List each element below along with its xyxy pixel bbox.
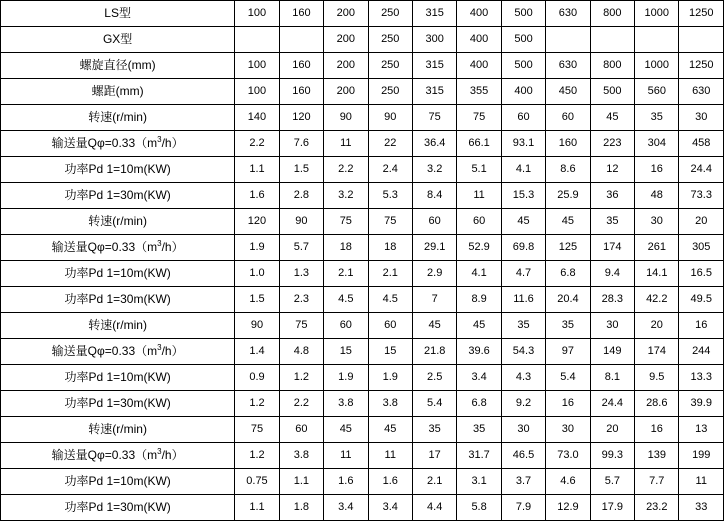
row-label: 转速(r/min) [1, 105, 235, 131]
table-cell: 39.6 [457, 339, 501, 365]
table-cell: 244 [679, 339, 724, 365]
table-cell: 90 [235, 313, 279, 339]
row-label: 功率Pd 1=10m(KW) [1, 261, 235, 287]
table-cell: 2.2 [235, 131, 279, 157]
table-cell: 2.2 [279, 391, 323, 417]
table-cell: 1.8 [279, 495, 323, 521]
table-cell: 4.4 [412, 495, 456, 521]
table-row [1, 313, 724, 339]
table-cell [590, 27, 634, 53]
table-cell: 3.2 [324, 183, 368, 209]
row-label: 功率Pd 1=30m(KW) [1, 183, 235, 209]
table-cell: 45 [324, 417, 368, 443]
table-row [1, 339, 724, 365]
row-label: 功率Pd 1=30m(KW) [1, 287, 235, 313]
table-row [1, 53, 724, 79]
table-cell: 28.6 [635, 391, 679, 417]
table-cell: 2.1 [324, 261, 368, 287]
table-cell: 35 [546, 313, 590, 339]
table-cell: 5.3 [368, 183, 412, 209]
table-cell: 20 [590, 417, 634, 443]
table-cell: 160 [546, 131, 590, 157]
table-cell: 1250 [679, 53, 724, 79]
table-row [1, 235, 724, 261]
table-cell: 90 [279, 209, 323, 235]
table-cell: 315 [412, 1, 456, 27]
table-cell: 8.4 [412, 183, 456, 209]
row-label: 转速(r/min) [1, 209, 235, 235]
table-cell: 5.7 [279, 235, 323, 261]
table-cell: 630 [546, 53, 590, 79]
table-cell: 18 [368, 235, 412, 261]
table-cell: 52.9 [457, 235, 501, 261]
table-cell: 30 [501, 417, 545, 443]
table-row [1, 1, 724, 27]
table-cell: 1.5 [279, 157, 323, 183]
table-cell: 500 [501, 27, 545, 53]
table-cell: 33 [679, 495, 724, 521]
table-cell: 11 [457, 183, 501, 209]
table-cell: 800 [590, 53, 634, 79]
table-cell: 22 [368, 131, 412, 157]
table-cell: 1.1 [279, 469, 323, 495]
table-cell: 11 [368, 443, 412, 469]
table-cell: 6.8 [546, 261, 590, 287]
table-cell: 3.4 [368, 495, 412, 521]
table-cell: 8.1 [590, 365, 634, 391]
table-cell: 1.9 [235, 235, 279, 261]
table-cell: 35 [635, 105, 679, 131]
table-cell: 48 [635, 183, 679, 209]
table-cell: 5.4 [412, 391, 456, 417]
row-label: 功率Pd 1=10m(KW) [1, 365, 235, 391]
table-cell: 97 [546, 339, 590, 365]
row-label: 功率Pd 1=30m(KW) [1, 391, 235, 417]
table-cell: 1.6 [324, 469, 368, 495]
table-cell: 31.7 [457, 443, 501, 469]
table-cell: 400 [457, 1, 501, 27]
table-cell: 100 [235, 53, 279, 79]
table-cell: 200 [324, 27, 368, 53]
table-cell: 73.0 [546, 443, 590, 469]
table-cell: 9.4 [590, 261, 634, 287]
row-label: 螺距(mm) [1, 79, 235, 105]
table-cell [235, 27, 279, 53]
table-cell: 36.4 [412, 131, 456, 157]
table-cell: 11 [324, 443, 368, 469]
table-cell: 0.9 [235, 365, 279, 391]
table-cell: 49.5 [679, 287, 724, 313]
row-label: 功率Pd 1=30m(KW) [1, 495, 235, 521]
table-cell: 60 [412, 209, 456, 235]
table-cell: 315 [412, 53, 456, 79]
row-label: 功率Pd 1=10m(KW) [1, 469, 235, 495]
table-cell: 5.7 [590, 469, 634, 495]
table-cell: 90 [324, 105, 368, 131]
table-cell: 12.9 [546, 495, 590, 521]
table-cell: 21.8 [412, 339, 456, 365]
table-cell: 560 [635, 79, 679, 105]
table-cell: 500 [590, 79, 634, 105]
table-cell: 24.4 [679, 157, 724, 183]
table-cell: 75 [368, 209, 412, 235]
row-label: 转速(r/min) [1, 417, 235, 443]
table-cell: 630 [679, 79, 724, 105]
row-label: 输送量$Q\varphi=0.33(m^3/h)$ [1, 443, 235, 469]
table-cell: 2.8 [279, 183, 323, 209]
table-cell: 630 [546, 1, 590, 27]
table-cell: 93.1 [501, 131, 545, 157]
table-cell: 4.5 [324, 287, 368, 313]
table-cell: 75 [235, 417, 279, 443]
table-cell: 16 [546, 391, 590, 417]
table-cell: 90 [368, 105, 412, 131]
table-cell: 45 [368, 417, 412, 443]
table-cell: 20.4 [546, 287, 590, 313]
table-cell: 2.4 [368, 157, 412, 183]
table-cell: 100 [235, 79, 279, 105]
table-cell: 18 [324, 235, 368, 261]
table-cell: 1.9 [324, 365, 368, 391]
table-cell: 1000 [635, 53, 679, 79]
table-cell: 174 [635, 339, 679, 365]
table-cell: 7.7 [635, 469, 679, 495]
table-cell: 69.8 [501, 235, 545, 261]
table-cell: 3.8 [324, 391, 368, 417]
table-cell: 2.3 [279, 287, 323, 313]
table-cell: 15 [324, 339, 368, 365]
table-row [1, 443, 724, 469]
table-cell: 30 [590, 313, 634, 339]
table-row [1, 183, 724, 209]
table-row [1, 417, 724, 443]
table-cell: 500 [501, 53, 545, 79]
table-cell: 160 [279, 1, 323, 27]
table-cell: 200 [324, 53, 368, 79]
table-cell: 1.0 [235, 261, 279, 287]
table-cell: 2.5 [412, 365, 456, 391]
table-row [1, 261, 724, 287]
table-cell: 1250 [679, 1, 724, 27]
table-body [1, 1, 724, 521]
table-cell: 400 [457, 27, 501, 53]
table-row [1, 131, 724, 157]
table-cell: 7.9 [501, 495, 545, 521]
table-row [1, 79, 724, 105]
table-cell: 9.5 [635, 365, 679, 391]
table-cell: 6.8 [457, 391, 501, 417]
table-cell: 11 [679, 469, 724, 495]
table-cell: 2.1 [412, 469, 456, 495]
table-cell: 16 [635, 417, 679, 443]
table-cell: 75 [457, 105, 501, 131]
table-cell: 1.1 [235, 495, 279, 521]
table-cell: 1.9 [368, 365, 412, 391]
table-cell: 1.6 [235, 183, 279, 209]
table-cell: 1.4 [235, 339, 279, 365]
table-cell: 0.75 [235, 469, 279, 495]
table-cell: 4.1 [501, 157, 545, 183]
table-cell: 60 [457, 209, 501, 235]
table-cell: 35 [501, 313, 545, 339]
table-cell: 4.1 [457, 261, 501, 287]
table-cell: 200 [324, 1, 368, 27]
table-cell: 42.2 [635, 287, 679, 313]
table-cell: 8.6 [546, 157, 590, 183]
table-cell: 4.5 [368, 287, 412, 313]
row-label: 输送量$Q\varphi=0.33(m^3/h)$ [1, 339, 235, 365]
table-cell: 7 [412, 287, 456, 313]
table-cell: 100 [235, 1, 279, 27]
table-cell: 140 [235, 105, 279, 131]
table-cell: 39.9 [679, 391, 724, 417]
table-cell: 75 [324, 209, 368, 235]
table-cell: 1.6 [368, 469, 412, 495]
table-cell: 30 [635, 209, 679, 235]
table-cell: 305 [679, 235, 724, 261]
table-cell: 14.1 [635, 261, 679, 287]
table-cell: 20 [679, 209, 724, 235]
table-row [1, 27, 724, 53]
table-cell: 60 [501, 105, 545, 131]
table-cell: 29.1 [412, 235, 456, 261]
table-cell: 16 [635, 157, 679, 183]
table-cell: 3.4 [457, 365, 501, 391]
table-cell: 45 [501, 209, 545, 235]
table-cell: 160 [279, 53, 323, 79]
table-cell: 46.5 [501, 443, 545, 469]
table-cell: 304 [635, 131, 679, 157]
table-cell: 11.6 [501, 287, 545, 313]
table-cell: 60 [324, 313, 368, 339]
table-cell: 75 [412, 105, 456, 131]
table-cell: 139 [635, 443, 679, 469]
table-cell: 7.6 [279, 131, 323, 157]
table-row [1, 391, 724, 417]
table-cell: 1.2 [235, 391, 279, 417]
table-cell: 60 [279, 417, 323, 443]
table-cell: 15.3 [501, 183, 545, 209]
table-row [1, 469, 724, 495]
table-cell: 28.3 [590, 287, 634, 313]
table-row [1, 287, 724, 313]
table-cell: 149 [590, 339, 634, 365]
table-cell: 30 [679, 105, 724, 131]
table-cell: 35 [457, 417, 501, 443]
row-label: 输送量$Q\varphi=0.33(m^3/h)$ [1, 131, 235, 157]
table-cell: 250 [368, 53, 412, 79]
table-cell: 66.1 [457, 131, 501, 157]
table-cell: 9.2 [501, 391, 545, 417]
row-label: 转速(r/min) [1, 313, 235, 339]
table-cell [635, 27, 679, 53]
table-cell: 3.1 [457, 469, 501, 495]
table-cell: 5.1 [457, 157, 501, 183]
table-cell: 400 [457, 53, 501, 79]
table-cell: 355 [457, 79, 501, 105]
table-cell: 60 [546, 105, 590, 131]
table-cell: 45 [412, 313, 456, 339]
row-label: 螺旋直径(mm) [1, 53, 235, 79]
table-cell: 223 [590, 131, 634, 157]
table-cell: 4.3 [501, 365, 545, 391]
table-cell: 200 [324, 79, 368, 105]
table-cell: 1.3 [279, 261, 323, 287]
row-label: 输送量$Q\varphi=0.33(m^3/h)$ [1, 235, 235, 261]
table-cell: 60 [368, 313, 412, 339]
table-cell: 3.7 [501, 469, 545, 495]
table-cell: 20 [635, 313, 679, 339]
table-cell: 45 [590, 105, 634, 131]
table-cell: 13.3 [679, 365, 724, 391]
table-cell: 99.3 [590, 443, 634, 469]
table-cell: 1.2 [279, 365, 323, 391]
table-cell: 17 [412, 443, 456, 469]
table-cell: 8.9 [457, 287, 501, 313]
table-cell: 11 [324, 131, 368, 157]
table-cell: 458 [679, 131, 724, 157]
table-cell: 4.7 [501, 261, 545, 287]
table-cell: 23.2 [635, 495, 679, 521]
table-cell: 35 [412, 417, 456, 443]
table-cell: 30 [546, 417, 590, 443]
table-cell: 800 [590, 1, 634, 27]
table-cell: 75 [279, 313, 323, 339]
table-cell: 3.8 [279, 443, 323, 469]
table-cell: 73.3 [679, 183, 724, 209]
table-cell: 1.5 [235, 287, 279, 313]
table-cell: 120 [279, 105, 323, 131]
table-cell: 36 [590, 183, 634, 209]
table-cell: 2.1 [368, 261, 412, 287]
table-cell: 315 [412, 79, 456, 105]
table-cell: 500 [501, 1, 545, 27]
table-cell: 12 [590, 157, 634, 183]
table-row [1, 105, 724, 131]
row-label: 功率Pd 1=10m(KW) [1, 157, 235, 183]
table-cell: 16.5 [679, 261, 724, 287]
table-cell: 125 [546, 235, 590, 261]
table-cell: 120 [235, 209, 279, 235]
row-label: LS型 [1, 1, 235, 27]
table-cell: 2.9 [412, 261, 456, 287]
table-cell: 17.9 [590, 495, 634, 521]
table-cell: 13 [679, 417, 724, 443]
table-cell: 160 [279, 79, 323, 105]
table-cell: 54.3 [501, 339, 545, 365]
table-cell: 15 [368, 339, 412, 365]
table-cell [546, 27, 590, 53]
table-cell: 3.8 [368, 391, 412, 417]
table-row [1, 157, 724, 183]
row-label: GX型 [1, 27, 235, 53]
table-cell: 199 [679, 443, 724, 469]
table-cell: 35 [590, 209, 634, 235]
table-cell: 5.4 [546, 365, 590, 391]
table-row [1, 365, 724, 391]
table-cell: 25.9 [546, 183, 590, 209]
table-row [1, 495, 724, 521]
table-cell: 1.2 [235, 443, 279, 469]
table-cell: 261 [635, 235, 679, 261]
table-cell: 2.2 [324, 157, 368, 183]
table-cell: 250 [368, 79, 412, 105]
table-cell: 300 [412, 27, 456, 53]
table-cell: 1.1 [235, 157, 279, 183]
table-cell: 45 [546, 209, 590, 235]
table-cell: 3.2 [412, 157, 456, 183]
table-cell: 450 [546, 79, 590, 105]
table-cell: 250 [368, 1, 412, 27]
table-cell: 250 [368, 27, 412, 53]
table-cell [679, 27, 724, 53]
table-cell: 4.8 [279, 339, 323, 365]
table-cell: 5.8 [457, 495, 501, 521]
table-cell: 400 [501, 79, 545, 105]
table-row [1, 209, 724, 235]
table-cell [279, 27, 323, 53]
table-cell: 24.4 [590, 391, 634, 417]
table-cell: 3.4 [324, 495, 368, 521]
table-cell: 174 [590, 235, 634, 261]
table-cell: 16 [679, 313, 724, 339]
table-cell: 4.6 [546, 469, 590, 495]
table-cell: 1000 [635, 1, 679, 27]
table-cell: 45 [457, 313, 501, 339]
